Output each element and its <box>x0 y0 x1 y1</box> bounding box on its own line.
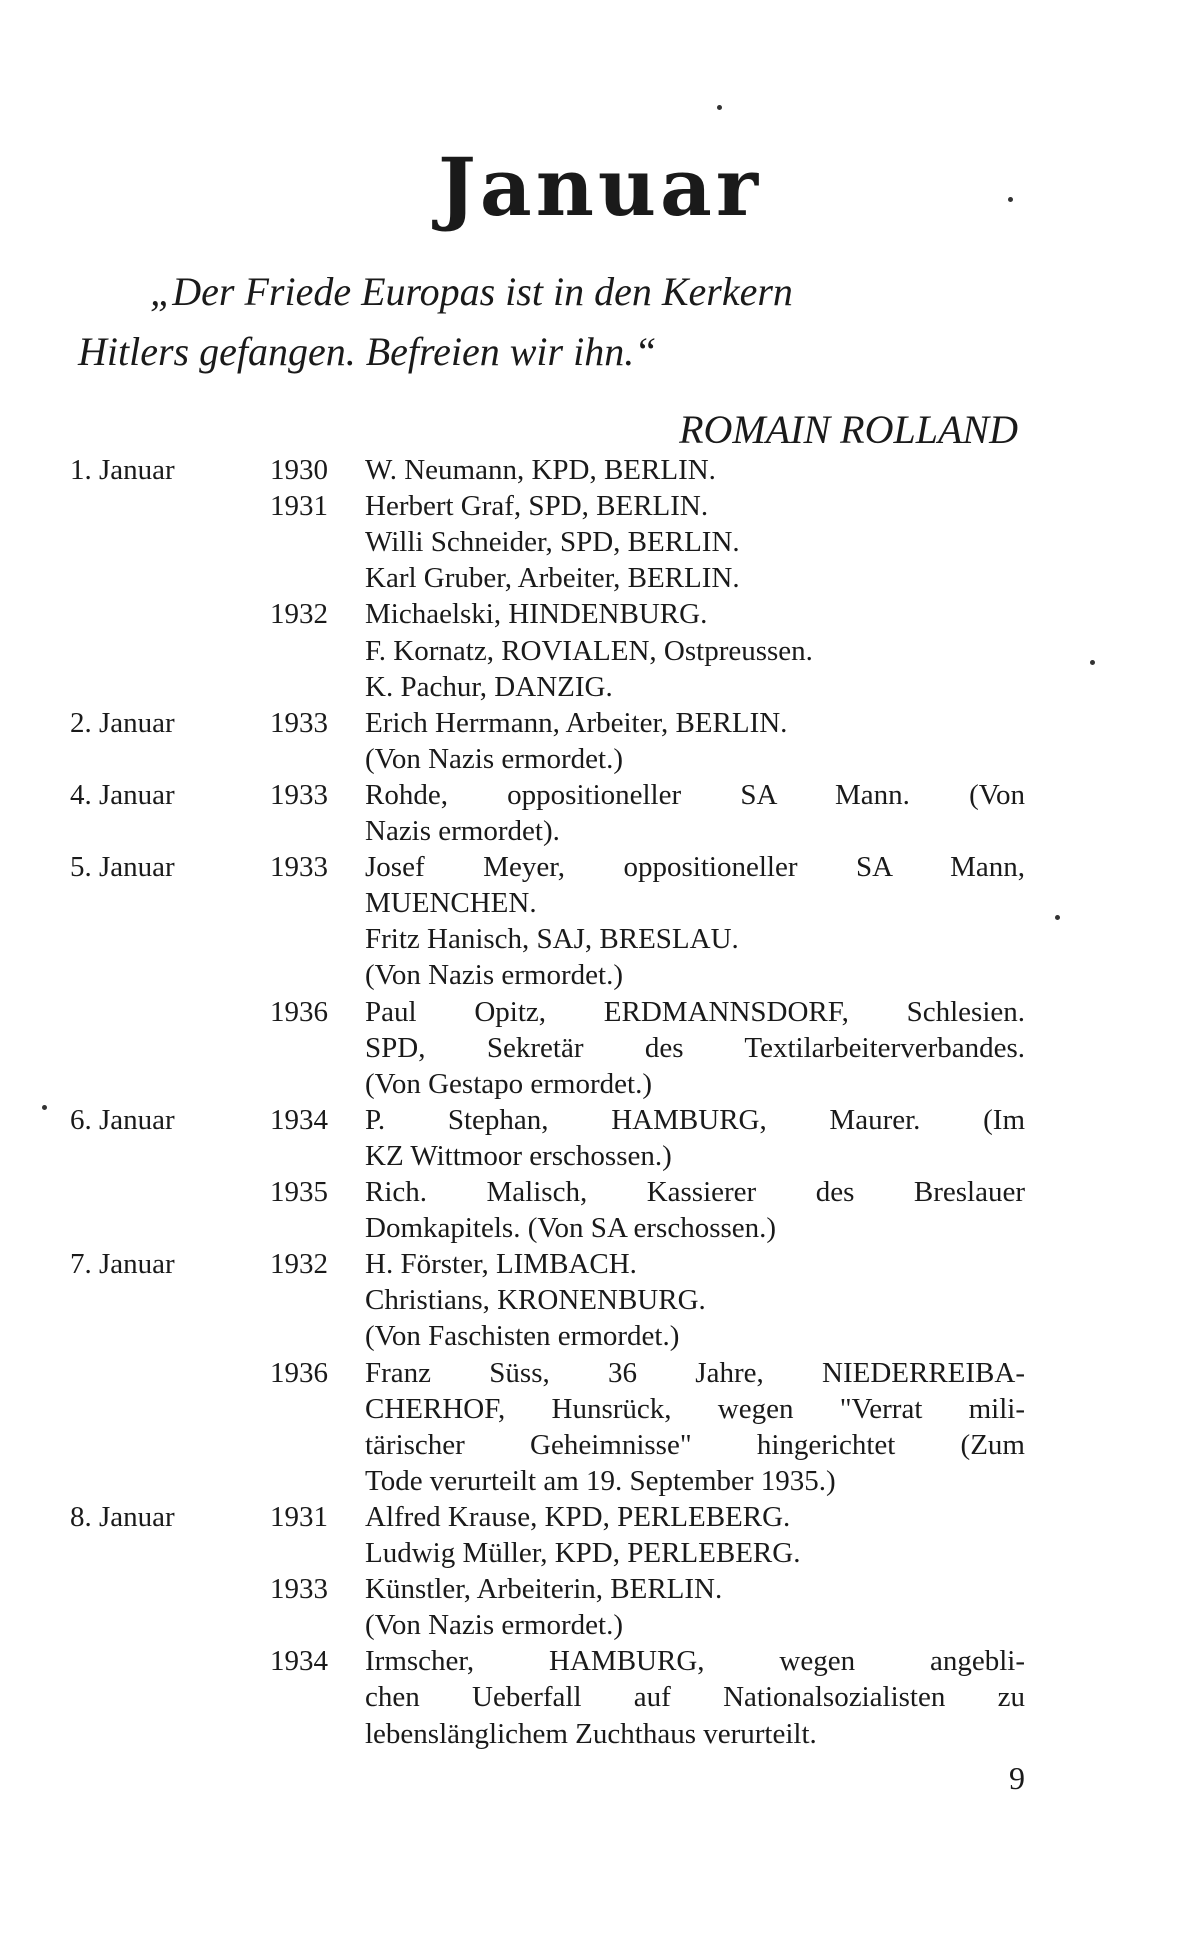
entry-year: 1931 <box>270 1501 328 1533</box>
entry-row <box>0 1246 1200 1282</box>
entry-text: (Von Nazis ermordet.) <box>365 1609 623 1641</box>
entry-text: Ludwig Müller, KPD, PERLEBERG. <box>365 1537 801 1569</box>
entry-row <box>0 1102 1200 1138</box>
entry-row <box>0 1138 1200 1174</box>
entry-year: 1935 <box>270 1176 328 1208</box>
entry-text: Fritz Hanisch, SAJ, BRESLAU. <box>365 923 739 955</box>
entry-row <box>0 1391 1200 1427</box>
entry-row <box>0 813 1200 849</box>
entry-text: Alfred Krause, KPD, PERLEBERG. <box>365 1501 791 1533</box>
entry-date: 7. Januar <box>70 1248 175 1280</box>
entry-text: KZ Wittmoor erschossen.) <box>365 1140 672 1172</box>
entry-row <box>0 921 1200 957</box>
entry-year: 1933 <box>270 851 328 883</box>
entry-text: Paul Opitz, ERDMANNSDORF, Schlesien. <box>365 996 1025 1028</box>
epigraph-line: „Der Friede Europas ist in den Kerkern <box>150 269 793 314</box>
entry-text: Tode verurteilt am 19. September 1935.) <box>365 1465 836 1497</box>
entry-text: Künstler, Arbeiterin, BERLIN. <box>365 1573 723 1605</box>
entry-text: Rich. Malisch, Kassierer des Breslauer <box>365 1176 1025 1208</box>
entry-text: Christians, KRONENBURG. <box>365 1284 706 1316</box>
entry-text: SPD, Sekretär des Textilarbeiterverbandes. <box>365 1032 1025 1064</box>
entry-date: 6. Januar <box>70 1104 175 1136</box>
entry-row <box>0 1499 1200 1535</box>
entry-row <box>0 1463 1200 1499</box>
entry-row <box>0 957 1200 993</box>
entry-row <box>0 1427 1200 1463</box>
entry-row <box>0 1643 1200 1679</box>
entry-date: 5. Januar <box>70 851 175 883</box>
entry-row <box>0 1174 1200 1210</box>
entry-row <box>0 669 1200 705</box>
entry-text: tärischer Geheimnisse" hingerichtet (Zum <box>365 1429 1025 1461</box>
entry-text: Irmscher, HAMBURG, wegen angebli- <box>365 1645 1025 1677</box>
entry-row <box>0 633 1200 669</box>
entry-year: 1932 <box>270 598 328 630</box>
entry-text: Domkapitels. (Von SA erschossen.) <box>365 1212 777 1244</box>
entry-text: P. Stephan, HAMBURG, Maurer. (Im <box>365 1104 1025 1136</box>
entry-text: Franz Süss, 36 Jahre, NIEDERREIBA- <box>365 1357 1025 1389</box>
epigraph-line: Hitlers gefangen. Befreien wir ihn.“ <box>78 329 657 374</box>
entry-text: Michaelski, HINDENBURG. <box>365 598 708 630</box>
print-speck <box>1008 197 1013 202</box>
entry-year: 1936 <box>270 1357 328 1389</box>
entry-row <box>0 705 1200 741</box>
entry-row <box>0 1607 1200 1643</box>
entry-year: 1931 <box>270 490 328 522</box>
entry-row <box>0 741 1200 777</box>
entry-text: chen Ueberfall auf Nationalsozialisten zu <box>365 1681 1025 1713</box>
entry-row <box>0 560 1200 596</box>
epigraph <box>78 262 1018 460</box>
epigraph-author: ROMAIN ROLLAND <box>679 407 1018 452</box>
entry-text: Rohde, oppositioneller SA Mann. (Von <box>365 779 1025 811</box>
entry-text: H. Förster, LIMBACH. <box>365 1248 637 1280</box>
entry-row <box>0 596 1200 632</box>
entry-year: 1934 <box>270 1104 328 1136</box>
entry-text: Karl Gruber, Arbeiter, BERLIN. <box>365 562 740 594</box>
entry-text: (Von Nazis ermordet.) <box>365 743 623 775</box>
entry-row <box>0 1679 1200 1715</box>
entry-row <box>0 1571 1200 1607</box>
page-number: 9 <box>1009 1760 1025 1796</box>
entry-row <box>0 885 1200 921</box>
entry-year: 1930 <box>270 454 328 486</box>
entry-text: (Von Nazis ermordet.) <box>365 959 623 991</box>
entry-row <box>0 1535 1200 1571</box>
entry-row <box>0 849 1200 885</box>
entry-text: F. Kornatz, ROVIALEN, Ostpreussen. <box>365 635 813 667</box>
entry-text: W. Neumann, KPD, BERLIN. <box>365 454 716 486</box>
entry-text: Erich Herrmann, Arbeiter, BERLIN. <box>365 707 788 739</box>
entry-text: Nazis ermordet). <box>365 815 560 847</box>
entry-date: 2. Januar <box>70 707 175 739</box>
entry-text: Willi Schneider, SPD, BERLIN. <box>365 526 740 558</box>
print-speck <box>42 1105 47 1110</box>
entry-date: 1. Januar <box>70 454 175 486</box>
entry-year: 1932 <box>270 1248 328 1280</box>
entry-year: 1933 <box>270 1573 328 1605</box>
entry-text: (Von Faschisten ermordet.) <box>365 1320 680 1352</box>
entry-row <box>0 1066 1200 1102</box>
entry-row <box>0 777 1200 813</box>
entry-text: CHERHOF, Hunsrück, wegen "Verrat mili- <box>365 1393 1025 1425</box>
entry-row <box>0 1030 1200 1066</box>
entry-row <box>0 524 1200 560</box>
entry-date: 8. Januar <box>70 1501 175 1533</box>
print-speck <box>717 105 722 110</box>
entry-year: 1933 <box>270 779 328 811</box>
entry-text: (Von Gestapo ermordet.) <box>365 1068 652 1100</box>
entry-row <box>0 1282 1200 1318</box>
entry-text: MUENCHEN. <box>365 887 537 919</box>
entry-year: 1934 <box>270 1645 328 1677</box>
entry-row <box>0 994 1200 1030</box>
entry-row <box>0 488 1200 524</box>
page-title: Januar <box>438 140 762 234</box>
entry-text: K. Pachur, DANZIG. <box>365 671 613 703</box>
entry-row <box>0 452 1200 488</box>
entry-row <box>0 1716 1200 1752</box>
print-speck <box>1090 660 1095 665</box>
entry-row <box>0 1355 1200 1391</box>
entry-row <box>0 1210 1200 1246</box>
entry-row <box>0 1318 1200 1354</box>
entry-year: 1936 <box>270 996 328 1028</box>
entry-text: Josef Meyer, oppositioneller SA Mann, <box>365 851 1025 883</box>
entry-date: 4. Januar <box>70 779 175 811</box>
entry-text: Herbert Graf, SPD, BERLIN. <box>365 490 709 522</box>
entry-text: lebenslänglichem Zuchthaus verurteilt. <box>365 1718 817 1750</box>
entry-year: 1933 <box>270 707 328 739</box>
print-speck <box>1055 915 1060 920</box>
